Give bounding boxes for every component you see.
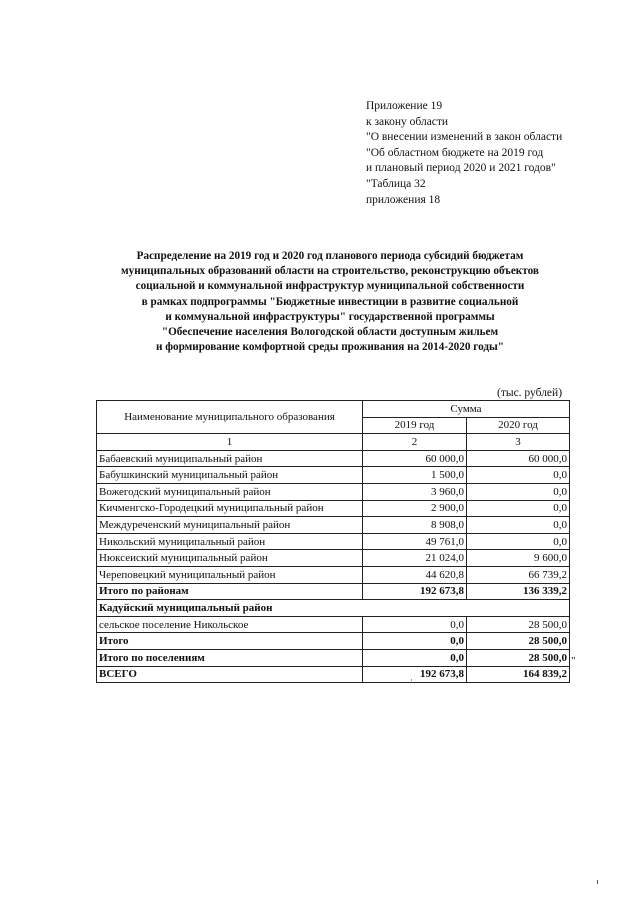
- table-row: [97, 533, 570, 550]
- table-row: [97, 483, 570, 500]
- value-2019: 8 908,0: [363, 517, 467, 534]
- district-name: Нюксеиский муниципальный район: [97, 550, 363, 567]
- appendix-line: "О внесении изменений в закон области: [366, 131, 563, 144]
- value-2020: 0,0: [467, 500, 570, 517]
- index-col-3: 3: [467, 434, 570, 451]
- value-2019: 60 000,0: [363, 450, 467, 467]
- value-2019: 21 024,0: [363, 550, 467, 567]
- title-line: муниципальных образований области на строительство, реконструкцию объектов: [121, 265, 539, 278]
- table-row: [97, 566, 570, 583]
- header-sum: Сумма: [363, 401, 570, 418]
- total-districts-2020: 136 339,2: [467, 583, 570, 600]
- kaduy-district-label: Кадуйский муниципальный район: [97, 600, 570, 617]
- appendix-header: [366, 99, 562, 208]
- value-2019: 49 761,0: [363, 533, 467, 550]
- header-year-2020: 2020 год: [467, 417, 570, 434]
- table-index-row: [97, 434, 570, 451]
- value-2020: 0,0: [467, 467, 570, 484]
- subsidy-table: [96, 400, 570, 683]
- grand-total-label: ВСЕГО: [97, 666, 363, 683]
- table-row: [97, 450, 570, 467]
- total-districts-2019: 192 673,8: [363, 583, 467, 600]
- district-name: Вожегодский муниципальный район: [97, 483, 363, 500]
- units-label: (тыс. рублей): [497, 387, 563, 399]
- table-row: [97, 517, 570, 534]
- value-2020: 9 600,0: [467, 550, 570, 567]
- subtotal-2020: 28 500,0: [467, 633, 570, 650]
- total-districts-row: [97, 583, 570, 600]
- appendix-line: и плановый период 2020 и 2021 годов": [366, 162, 556, 175]
- district-name: Никольский муниципальный район: [97, 533, 363, 550]
- settlement-2019: 0,0: [363, 616, 467, 633]
- title-line: и формирование комфортной среды проживания на 2014-2020 годы": [156, 341, 504, 354]
- scan-speck: [411, 679, 412, 681]
- district-name: Бабушкинский муниципальный район: [97, 467, 363, 484]
- grand-total-row: [97, 666, 570, 683]
- settlement-2020: 28 500,0: [467, 616, 570, 633]
- title-line: "Обеспечение населения Вологодской области доступным жильем: [161, 326, 499, 339]
- subtotal-row: [97, 633, 570, 650]
- value-2020: 0,0: [467, 517, 570, 534]
- appendix-line: "Таблица 32: [366, 177, 426, 190]
- total-settlements-2020: 28 500,0: [467, 649, 570, 666]
- kaduy-district-row: [97, 600, 570, 617]
- appendix-line: приложения 18: [366, 193, 441, 206]
- value-2020: 0,0: [467, 483, 570, 500]
- total-districts-label: Итого по районам: [97, 583, 363, 600]
- district-name: Кичменгско-Городецкий муниципальный район: [97, 500, 363, 517]
- title-line: Распределение на 2019 год и 2020 год планового периода субсидий бюджетам: [136, 250, 524, 262]
- header-year-2019: 2019 год: [363, 417, 467, 434]
- value-2019: 3 960,0: [363, 483, 467, 500]
- value-2019: 2 900,0: [363, 500, 467, 517]
- appendix-line: "Об областном бюджете на 2019 год: [366, 146, 544, 159]
- grand-total-2019: 192 673,8: [363, 666, 467, 683]
- total-settlements-2019: 0,0: [363, 649, 467, 666]
- scan-speck: [597, 880, 598, 884]
- index-col-1: 1: [97, 434, 363, 451]
- value-2019: 44 620,8: [363, 566, 467, 583]
- appendix-line: Приложение 19: [366, 100, 443, 112]
- title-line: и коммунальной инфраструктуры" государственной программы: [165, 310, 495, 323]
- value-2020: 66 739,2: [467, 566, 570, 583]
- subtotal-2019: 0,0: [363, 633, 467, 650]
- table-row: [97, 500, 570, 517]
- total-settlements-label: Итого по поселениям: [97, 649, 363, 666]
- settlement-row: [97, 616, 570, 633]
- district-name: Бабаевский муниципальный район: [97, 450, 363, 467]
- value-2019: 1 500,0: [363, 467, 467, 484]
- grand-total-2020: 164 839,2: [467, 666, 570, 683]
- closing-quote: ": [571, 655, 576, 667]
- title-line: социальной и коммунальной инфраструктур муниципальной собственности: [135, 280, 525, 293]
- subtotal-label: Итого: [97, 633, 363, 650]
- header-name: Наименование муниципального образования: [97, 401, 363, 434]
- index-col-2: 2: [363, 434, 467, 451]
- title-line: в рамках подпрограммы "Бюджетные инвестиции в развитие социальной: [141, 295, 519, 308]
- table-header-row: [97, 401, 570, 418]
- total-settlements-row: [97, 649, 570, 666]
- table-row: [97, 467, 570, 484]
- district-name: Череповецкий муниципальный район: [97, 566, 363, 583]
- district-name: Междуреченский муниципальный район: [97, 517, 363, 534]
- settlement-name: сельское поселение Никольское: [97, 616, 363, 633]
- value-2020: 0,0: [467, 533, 570, 550]
- table-row: [97, 550, 570, 567]
- appendix-line: к закону области: [366, 115, 449, 128]
- value-2020: 60 000,0: [467, 450, 570, 467]
- document-title: [60, 249, 600, 355]
